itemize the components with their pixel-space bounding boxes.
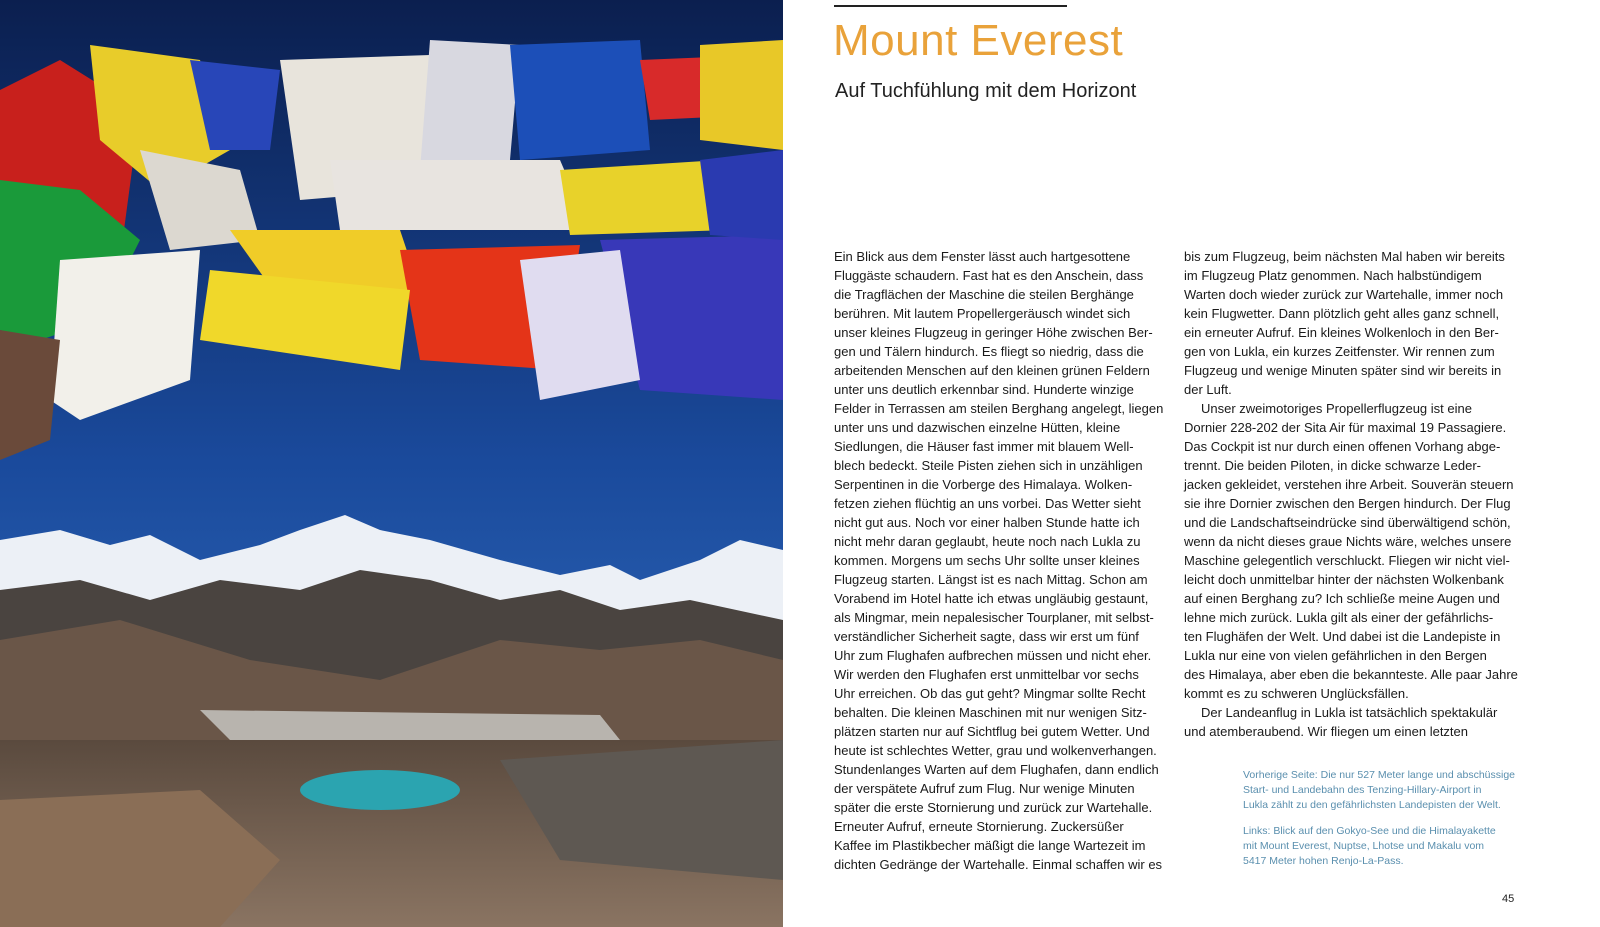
text-line: kommt es zu schweren Unglücksfällen. <box>1184 686 1409 701</box>
text-line: bis zum Flugzeug, beim nächsten Mal haben wir bereits <box>1184 249 1505 264</box>
text-line: Unser zweimotoriges Propellerflugzeug ist eine <box>1201 401 1472 416</box>
text-line: Uhr zum Flughafen aufbrechen müssen und nicht eher. <box>834 648 1152 663</box>
text-line: wenn da nicht dieses graue Nichts wäre, welches unsere <box>1184 534 1512 549</box>
text-line: Felder in Terrassen am steilen Berghang angelegt, liegen <box>834 401 1164 416</box>
text-line: kommen. Morgens um sechs Uhr sollte unser kleines <box>834 553 1140 568</box>
text-line: kein Flugwetter. Dann plötzlich geht alles ganz schnell, <box>1184 306 1500 321</box>
body-column-1 <box>834 247 1163 874</box>
text-line: der verspätete Aufruf zum Flug. Nur wenige Minuten <box>834 781 1135 796</box>
text-line: Warten doch wieder zurück zur Wartehalle, immer noch <box>1184 287 1504 302</box>
text-line: 5417 Meter hohen Renjo-La-Pass. <box>1243 855 1404 867</box>
photo-prayer-flags-everest <box>0 0 783 927</box>
text-line: Ein Blick aus dem Fenster lässt auch hartgesottene <box>834 249 1131 264</box>
text-line: Vorabend im Hotel hatte ich etwas ungläubig gestaunt, <box>834 591 1149 606</box>
text-line: später die erste Stornierung und zurück zur Wartehalle. <box>834 800 1153 815</box>
page-number: 45 <box>1502 893 1515 905</box>
text-line: Maschine gelegentlich verschluckt. Fliegen wir nicht viel- <box>1184 553 1510 568</box>
text-line: Erneuter Aufruf, erneute Stornierung. Zuckersüßer <box>834 819 1124 834</box>
text-line: Vorherige Seite: Die nur 527 Meter lange und abschüssige <box>1243 769 1516 781</box>
text-line: im Flugzeug Platz genommen. Nach halbstündigem <box>1184 268 1482 283</box>
text-line: unter uns deutlich erkennbar sind. Hunderte winzige <box>834 382 1134 397</box>
text-line: des Himalaya, aber eben die bekannteste. Alle paar Jahre <box>1184 667 1518 682</box>
text-line: unser kleines Flugzeug in geringer Höhe zwischen Ber- <box>834 325 1153 340</box>
body-column-2 <box>1184 247 1518 741</box>
text-line: der Luft. <box>1184 382 1232 397</box>
text-line: berühren. Mit lautem Propellergeräusch windet sich <box>834 306 1131 321</box>
text-line: Der Landeanflug in Lukla ist tatsächlich spektakulär <box>1201 705 1498 720</box>
text-line: Siedlungen, die Häuser fast immer mit blauem Well- <box>834 439 1134 454</box>
text-line: Start- und Landebahn des Tenzing-Hillary-Airport in <box>1243 784 1482 796</box>
text-line: Das Cockpit ist nur durch einen offenen Vorhang abge- <box>1184 439 1501 454</box>
text-line: Dornier 228-202 der Sita Air für maximal 19 Passagiere. <box>1184 420 1507 435</box>
text-line: Stundenlanges Warten auf dem Flughafen, dann endlich <box>834 762 1159 777</box>
text-line: nicht gut aus. Noch vor einer halben Stunde hatte ich <box>834 515 1140 530</box>
text-line: Kaffee im Plastikbecher mäßigt die lange Wartezeit im <box>834 838 1146 853</box>
text-line: gen und Tälern hindurch. Es fliegt so niedrig, dass die <box>834 344 1144 359</box>
text-line: leicht doch unmittelbar hinter der nächsten Wolkenbank <box>1184 572 1504 587</box>
text-line: ten Flughäfen der Welt. Und dabei ist die Landepiste in <box>1184 629 1501 644</box>
caption-left-photo <box>1243 824 1496 869</box>
text-line: verständlicher Sicherheit sagte, dass wir erst um fünf <box>834 629 1139 644</box>
text-line: auf einen Berghang zu? Ich schließe meine Augen und <box>1184 591 1500 606</box>
text-line: Wir werden den Flughafen erst unmittelbar vor sechs <box>834 667 1139 682</box>
text-line: ein erneuter Aufruf. Ein kleines Wolkenloch in den Ber- <box>1184 325 1499 340</box>
text-line: Links: Blick auf den Gokyo-See und die Himalayakette <box>1243 825 1496 837</box>
text-line: Lukla nur eine von vielen gefährlichen in den Bergen <box>1184 648 1487 663</box>
text-line: dichten Gedränge der Wartehalle. Einmal schaffen wir es <box>834 857 1163 872</box>
text-line: behalten. Die kleinen Maschinen mit nur wenigen Sitz- <box>834 705 1147 720</box>
himalaya-range <box>0 515 783 927</box>
text-line: gen von Lukla, ein kurzes Zeitfenster. Wir rennen zum <box>1184 344 1495 359</box>
text-line: und atemberaubend. Wir fliegen um einen letzten <box>1184 724 1469 739</box>
text-line: Fluggäste schaudern. Fast hat es den Anschein, dass <box>834 268 1144 283</box>
text-line: Uhr erreichen. Ob das gut geht? Mingmar sollte Recht <box>834 686 1146 701</box>
text-line: fetzen ziehen flüchtig an uns vorbei. Das Wetter sieht <box>834 496 1141 511</box>
text-line: trennt. Die beiden Piloten, in dicke schwarze Leder- <box>1184 458 1481 473</box>
text-line: die Tragflächen der Maschine die steilen Berghänge <box>834 287 1134 302</box>
text-line: sie ihre Dornier zwischen den Bergen hindurch. Der Flug <box>1184 496 1511 511</box>
text-line: unter uns und dazwischen einzelne Hütten, kleine <box>834 420 1121 435</box>
text-line: heute ist schlechtes Wetter, grau und wolkenverhangen. <box>834 743 1157 758</box>
text-line: Lukla zählt zu den gefährlichsten Landepisten der Welt. <box>1243 799 1501 811</box>
text-line: Flugzeug starten. Längst ist es nach Mittag. Schon am <box>834 572 1148 587</box>
text-line: arbeitenden Menschen auf den kleinen grünen Feldern <box>834 363 1150 378</box>
text-line: jacken gekleidet, verstehen ihre Arbeit. Souverän steuern <box>1184 477 1514 492</box>
text-line: plätzen starten nur auf Sichtflug bei gutem Wetter. Und <box>834 724 1150 739</box>
text-line: als Mingmar, mein nepalesischer Tourplaner, mit selbst- <box>834 610 1154 625</box>
page-title: Mount Everest <box>833 16 1124 65</box>
text-line: Flugzeug und wenige Minuten später sind wir bereits in <box>1184 363 1502 378</box>
text-line: mit Mount Everest, Nuptse, Lhotse und Makalu vom <box>1243 840 1485 852</box>
text-line: lehne mich zurück. Lukla gilt als einer der gefährlichs- <box>1184 610 1494 625</box>
title-rule <box>834 5 1067 7</box>
text-line: nicht mehr daran geglaubt, heute noch nach Lukla zu <box>834 534 1141 549</box>
text-line: blech bedeckt. Steile Pisten ziehen sich in unzähligen <box>834 458 1143 473</box>
text-line: und die Landschaftseindrücke sind überwältigend schön, <box>1184 515 1511 530</box>
caption-previous-page <box>1243 768 1515 813</box>
text-line: Serpentinen in die Vorberge des Himalaya. Wolken- <box>834 477 1133 492</box>
page-subtitle: Auf Tuchfühlung mit dem Horizont <box>835 80 1137 102</box>
